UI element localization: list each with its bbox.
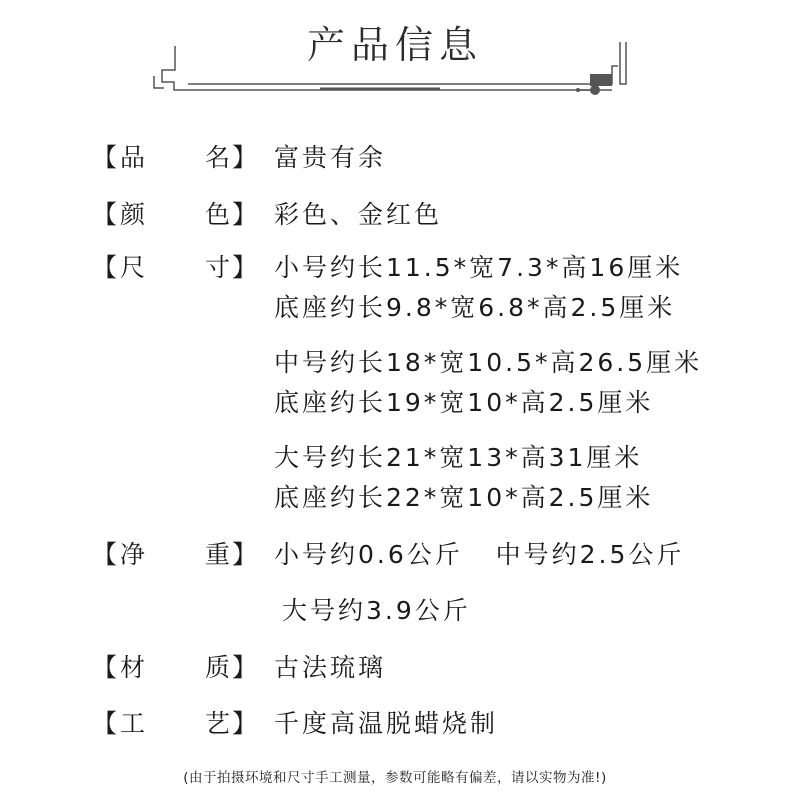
- bracket-close: 】: [232, 709, 261, 738]
- spec-value: 大号约3.9公斤: [282, 596, 471, 625]
- spec-label-char: 艺: [205, 709, 234, 738]
- spec-label-char: 颜: [120, 200, 149, 229]
- bracket-close: 】: [232, 653, 261, 682]
- bracket-open: 【: [92, 653, 121, 682]
- bracket-open: 【: [92, 143, 121, 172]
- bracket-close: 】: [232, 540, 261, 569]
- bracket-open: 【: [92, 200, 121, 229]
- spec-label-char: 名: [205, 143, 234, 172]
- spec-label-char: 净: [120, 540, 149, 569]
- spec-value: 大号约长21*宽13*高31厘米: [274, 443, 643, 472]
- bracket-open: 【: [92, 540, 121, 569]
- spec-value: 富贵有余: [274, 143, 387, 172]
- spec-label-char: 品: [120, 143, 149, 172]
- spec-value: 小号约长11.5*宽7.3*高16厘米: [274, 253, 684, 282]
- spec-value: 底座约长22*宽10*高2.5厘米: [274, 483, 654, 512]
- page-title: 产品信息: [306, 23, 483, 67]
- decorative-frame: [150, 38, 640, 98]
- spec-label-char: 质: [205, 653, 234, 682]
- bracket-close: 】: [232, 143, 261, 172]
- spec-value: 底座约长9.8*宽6.8*高2.5厘米: [274, 293, 676, 322]
- bracket-close: 】: [232, 200, 261, 229]
- section-header: [0, 0, 790, 110]
- bracket-open: 【: [92, 253, 121, 282]
- bracket-close: 】: [232, 253, 261, 282]
- spec-value: 古法琉璃: [274, 653, 387, 682]
- spec-value: 千度高温脱蜡烧制: [274, 709, 499, 738]
- spec-label-char: 色: [205, 200, 234, 229]
- spec-label-char: 重: [205, 540, 234, 569]
- spec-label-char: 寸: [205, 253, 234, 282]
- spec-value: 中号约长18*宽10.5*高26.5厘米: [274, 348, 703, 377]
- spec-label-char: 材: [120, 653, 149, 682]
- spec-value: 小号约0.6公斤 中号约2.5公斤: [274, 540, 685, 569]
- footer-note: (由于拍摄环境和尺寸手工测量，参数可能略有偏差，请以实物为准!): [183, 770, 607, 786]
- spec-label-char: 尺: [120, 253, 149, 282]
- spec-value: 彩色、金红色: [274, 200, 443, 229]
- spec-label-char: 工: [120, 709, 149, 738]
- bracket-open: 【: [92, 709, 121, 738]
- spec-value: 底座约长19*宽10*高2.5厘米: [274, 388, 654, 417]
